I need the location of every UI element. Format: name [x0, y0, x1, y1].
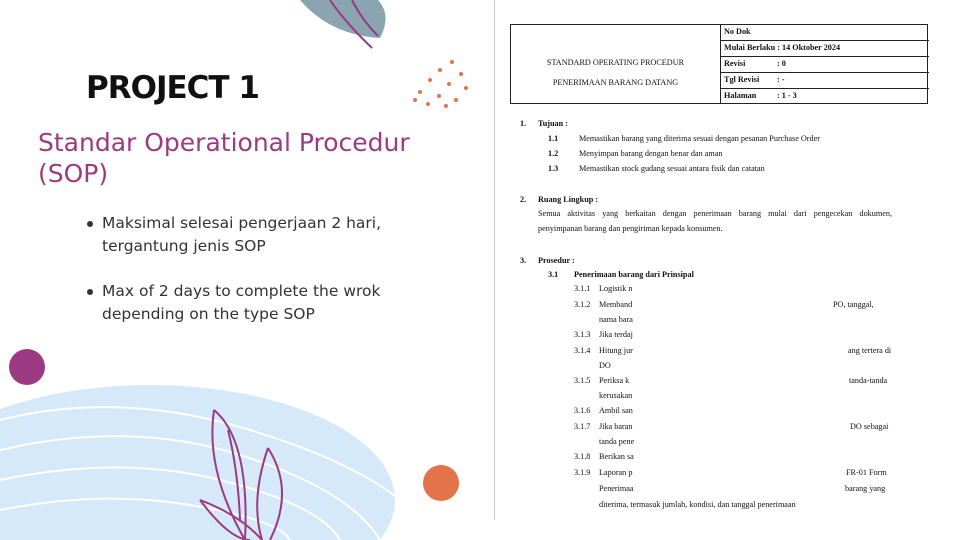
step-text: Logistik n — [599, 284, 633, 293]
ruang-text-line: Semua aktivitas yang berkaitan dengan penerimaan barang mulai dari pengecekan dokumen, — [538, 209, 892, 218]
header-halaman-label: Halaman — [724, 91, 757, 100]
sop-document — [496, 0, 960, 540]
header-halaman-value: : 1 - 3 — [777, 91, 797, 100]
step-number: 3.1.5 — [574, 376, 591, 385]
tujuan-item: Menyimpan barang dengan benar dan aman — [579, 149, 723, 158]
step-text: Memband — [599, 300, 633, 309]
step-number: 3.1.6 — [574, 406, 591, 415]
header-no-dok: No Dok — [724, 27, 751, 36]
project-title: PROJECT 1 — [86, 70, 259, 106]
section-number: 3. — [520, 256, 527, 265]
step-text-right: tanda-tanda — [849, 376, 888, 385]
bullet-item: Max of 2 days to complete the wrok depending on the type SOP — [86, 280, 386, 326]
subsection-number: 3.1 — [548, 270, 559, 279]
step-number: 3.1.3 — [574, 330, 591, 339]
section-prosedur-heading: Prosedur : — [538, 256, 575, 265]
tujuan-item: Memastikan stock gudang sesuai antara fisik dan catatan — [579, 164, 765, 173]
step-text: Hitung jur — [599, 346, 633, 355]
document-header-table — [510, 24, 928, 104]
step-text-cont: tanda pene — [599, 437, 635, 446]
procedure-last-line: diterima, termasuk jumlah, kondisi, dan tanggal penerimaan — [599, 500, 796, 509]
purple-circle-shape — [9, 349, 45, 385]
bullet-list — [86, 212, 386, 348]
header-doc-title: STANDARD OPERATING PROCEDUR — [546, 58, 685, 67]
step-text-cont: Penerimaa — [599, 484, 634, 493]
step-text: Laporan p — [599, 468, 633, 477]
step-text: Periksa k — [599, 376, 630, 385]
step-text-cont: DO — [599, 361, 611, 370]
step-number: 3.1.9 — [574, 468, 591, 477]
header-revisi-value: : 0 — [777, 59, 786, 68]
ruang-text-line: penyimpanan barang dan pengiriman kepada konsumen. — [538, 224, 723, 233]
step-number: 3.1.4 — [574, 346, 591, 355]
item-number: 1.3 — [548, 164, 559, 173]
header-doc-subtitle: PENERIMAAN BARANG DATANG — [552, 78, 679, 87]
step-text: Jika terdaj — [599, 330, 633, 339]
subsection-heading: Penerimaan barang dari Prinsipal — [574, 270, 694, 279]
step-text: Ambil san — [599, 406, 633, 415]
header-mulai-berlaku: Mulai Berlaku : 14 Oktober 2024 — [724, 43, 841, 52]
section-number: 2. — [520, 195, 527, 204]
step-number: 3.1.8 — [574, 452, 591, 461]
step-number: 3.1.1 — [574, 284, 591, 293]
section-tujuan-heading: Tujuan : — [538, 119, 568, 128]
slide-subtitle: Standar Operational Procedur (SOP) — [38, 128, 410, 188]
header-tgl-revisi-value: : - — [777, 75, 785, 84]
orange-circle-shape — [423, 465, 459, 501]
header-revisi-label: Revisi — [724, 59, 746, 68]
column-divider — [494, 0, 495, 520]
step-text-cont: nama bara — [599, 315, 633, 324]
item-number: 1.1 — [548, 134, 559, 143]
item-number: 1.2 — [548, 149, 559, 158]
step-text-right: DO sebagai — [850, 422, 889, 431]
step-text: Jika baran — [599, 422, 633, 431]
section-number: 1. — [520, 119, 527, 128]
header-tgl-revisi-label: Tgl Revisi — [724, 75, 760, 84]
blue-blob-shape — [0, 385, 420, 540]
tujuan-item: Memastikan barang yang diterima sesuai dengan pesanan Purchase Order — [579, 134, 820, 143]
section-ruang-heading: Ruang Lingkup : — [538, 195, 599, 204]
step-text-right: ang tertera di — [848, 346, 892, 355]
step-text: Berikan sa — [599, 452, 634, 461]
step-text-right: FR-01 Form — [846, 468, 887, 477]
bullet-item: Maksimal selesai pengerjaan 2 hari, tergantung jenis SOP — [86, 212, 386, 258]
step-text-right: PO, tanggal, — [833, 300, 874, 309]
slate-leaf-shape — [300, 0, 386, 48]
step-text-right: barang yang — [845, 484, 886, 493]
step-number: 3.1.2 — [574, 300, 591, 309]
orange-dots-pattern — [413, 60, 468, 108]
step-text-cont: kerusakan — [599, 391, 633, 400]
step-number: 3.1.7 — [574, 422, 591, 431]
